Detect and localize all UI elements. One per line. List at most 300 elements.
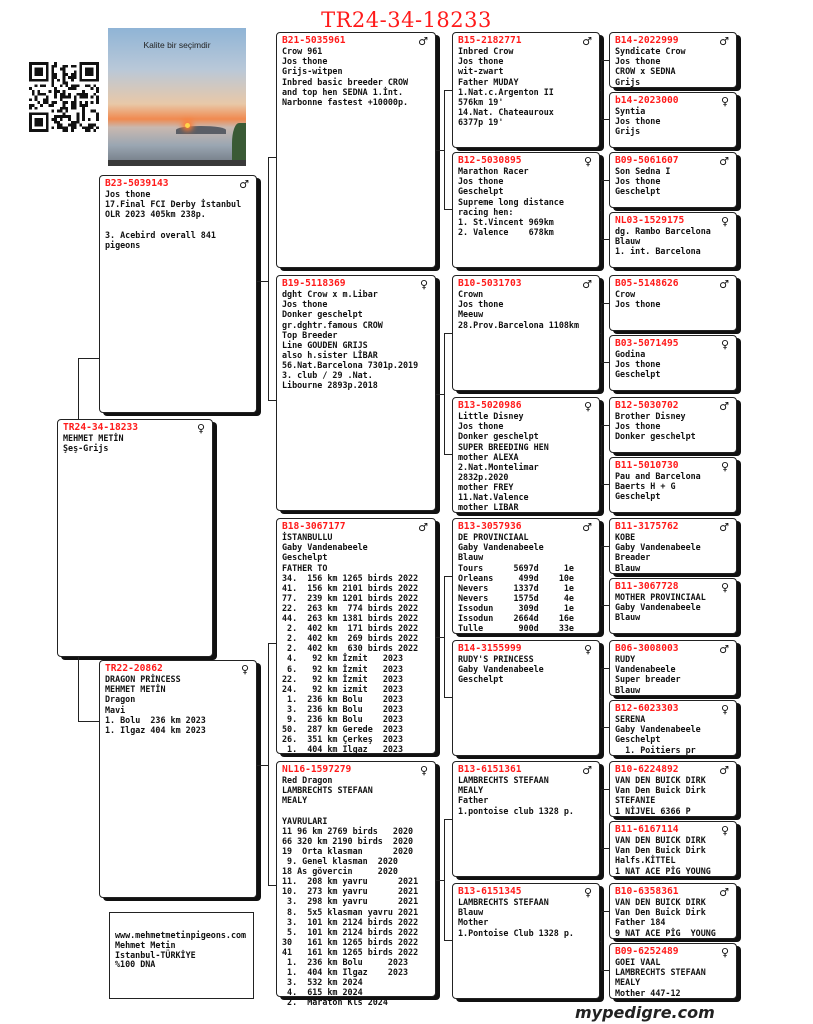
pedigree-line: 9. 236 km Bolu 2023: [282, 713, 404, 724]
female-icon: ♀: [583, 155, 592, 168]
pedigree-line: MEALY: [458, 785, 484, 796]
subject-card[interactable]: [57, 419, 213, 657]
pedigree-line: RUDY'S PRINCESS: [458, 654, 534, 665]
pedigree-line: 34. 156 km 1265 birds 2022: [282, 572, 419, 583]
female-icon: ♀: [196, 422, 205, 435]
terrace-shape: [108, 160, 246, 166]
great-great-grandparent-card[interactable]: [609, 335, 737, 391]
pedigree-line: wit-zwart: [458, 66, 504, 77]
pedigree-line: Jos thone: [458, 56, 504, 67]
pedigree-line: 44. 263 km 1381 birds 2022: [282, 613, 419, 624]
sire-card[interactable]: [99, 175, 257, 413]
female-icon: ♀: [583, 400, 592, 413]
pedigree-line: Gaby Vandenabeele: [615, 602, 701, 613]
pedigree-line: Marathon Racer: [458, 166, 529, 177]
ring-number: NL16-1597279: [282, 764, 352, 775]
great-great-grandparent-card[interactable]: [609, 640, 737, 696]
dam-card[interactable]: [99, 660, 257, 898]
pedigree-line: Mother: [458, 917, 489, 928]
ring-number: B03-5071495: [615, 338, 679, 349]
pedigree-line: Gaby Vandenabeele: [458, 542, 544, 553]
pedigree-line: 2832p.2020: [458, 471, 509, 482]
pedigree-line: Şeş-Grijs: [63, 443, 109, 454]
pedigree-line: Little Disney: [458, 411, 524, 422]
great-great-grandparent-card[interactable]: [609, 457, 737, 513]
ring-number: B09-6252489: [615, 946, 679, 957]
pedigree-line: RUDY: [615, 654, 636, 665]
pedigree-line: Blauw: [458, 907, 484, 918]
pedigree-line: 19 Orta klasman 2020: [282, 845, 414, 856]
ring-number: B13-6151361: [458, 764, 522, 775]
pedigree-line: 1. St.Vincent 969km: [458, 216, 554, 227]
pedigree-line: Father MUDAY: [458, 76, 519, 87]
pedigree-line: OLR 2023 405km 238p.: [105, 209, 206, 220]
ring-number: B10-6358361: [615, 886, 679, 897]
pedigree-line: Donker geschelpt: [615, 431, 696, 442]
ring-number: B11-3175762: [615, 521, 679, 532]
pedigree-line: Jos thone: [458, 299, 504, 310]
pedigree-line: 17.Final FCI Derby İstanbul: [105, 199, 242, 210]
breeder-name: Mehmet Metin: [115, 939, 176, 950]
connector-line: [600, 698, 601, 699]
pedigree-line: Nevers 1575d 4e: [458, 592, 574, 603]
ring-number: B19-5118369: [282, 278, 346, 289]
pedigree-line: Breader: [615, 552, 651, 563]
ring-number: NL03-1529175: [615, 215, 685, 226]
pedigree-line: Geschelpt: [615, 186, 661, 197]
pedigree-line: Crown: [458, 289, 484, 300]
pedigree-line: Geschelpt: [615, 369, 661, 380]
pedigree-line: Father 184: [615, 917, 666, 928]
pedigree-line: mother FREY: [458, 481, 514, 492]
pedigree-line: Supreme long distance: [458, 196, 564, 207]
pedigree-line: 11.Nat.Valence: [458, 492, 529, 503]
ring-number: B18-3067177: [282, 521, 346, 532]
pedigree-line: Geschelpt: [615, 734, 661, 745]
pedigree-line: dght Crow x m.Libar: [282, 289, 378, 300]
pedigree-line: Van Den Buick Dirk: [615, 845, 706, 856]
male-icon: ♂: [719, 764, 729, 777]
pedigree-line: Issodun 309d 1e: [458, 602, 574, 613]
pedigree-line: 24. 92 km izmit 2023: [282, 683, 404, 694]
connector-gen3-gen4: [601, 668, 609, 728]
female-icon: ♀: [240, 663, 249, 676]
grandparent-card[interactable]: [276, 761, 436, 1008]
pedigree-line: 1.Pontoise Club 1328 p.: [458, 927, 574, 938]
connector-gen3-gen4: [601, 425, 609, 485]
sun-shape: [185, 123, 190, 128]
pedigree-line: Tours 5697d 1e: [458, 562, 574, 573]
connector-line: [436, 150, 444, 151]
pedigree-line: LAMBRECHTS STEFAAN: [458, 897, 549, 908]
pedigree-line: 6377p 19': [458, 116, 504, 127]
connector-line: [436, 880, 444, 881]
pedigree-line: FATHER TO: [282, 562, 328, 573]
connector-line: [600, 819, 601, 820]
connector-line: [257, 765, 268, 766]
female-icon: ♀: [720, 460, 729, 473]
pedigree-line: Jos thone: [615, 176, 661, 187]
ring-number: B13-3057936: [458, 521, 522, 532]
pedigree-line: Baerts H + G: [615, 481, 676, 492]
pedigree-line: 10. 273 km yavru 2021: [282, 886, 419, 897]
ring-number: B12-6023303: [615, 703, 679, 714]
connector-gen3-gen4: [601, 60, 609, 120]
pedigree-line: 9 NAT ACE PİG YOUNG: [615, 927, 716, 938]
pedigree-line: Crow: [615, 289, 636, 300]
great-grandparent-card[interactable]: [452, 518, 600, 634]
female-icon: ♀: [720, 703, 729, 716]
male-icon: ♂: [719, 278, 729, 291]
pedigree-line: 22. 263 km 774 birds 2022: [282, 602, 419, 613]
ring-number: B15-2182771: [458, 35, 522, 46]
pedigree-line: 2. Maraton Kls 2024: [282, 997, 388, 1008]
pedigree-line: Narbonne fastest +10000p.: [282, 96, 409, 107]
pedigree-line: Super breader: [615, 674, 681, 685]
connector-line: [600, 210, 601, 211]
pedigree-line: 77. 239 km 1201 birds 2022: [282, 592, 419, 603]
pedigree-line: 3. club / 29 .Nat.: [282, 370, 373, 381]
great-great-grandparent-card[interactable]: [609, 761, 737, 817]
palm-shape: [232, 123, 246, 163]
great-grandparent-card[interactable]: [452, 640, 600, 756]
pedigree-line: STEFANIE: [615, 795, 656, 806]
pedigree-line: Jos thone: [282, 56, 328, 67]
ring-number: B11-5010730: [615, 460, 679, 471]
pedigree-line: Halfs.KİTTEL: [615, 855, 676, 866]
male-icon: ♂: [582, 521, 592, 534]
pedigree-line: VAN DEN BUICK DIRK: [615, 897, 706, 908]
pedigree-line: 3. 236 km Bolu 2023: [282, 703, 404, 714]
pedigree-line: [282, 806, 429, 816]
pedigree-line: Gaby Vandenabeele: [615, 724, 701, 735]
connector-subject-dam: [78, 656, 99, 722]
connector-dam-grandparents: [268, 643, 276, 886]
pedigree-line: Dragon: [105, 694, 136, 705]
pedigree-line: Nevers 1337d 1e: [458, 582, 574, 593]
pedigree-line: 2. 402 km 171 birds 2022: [282, 623, 419, 634]
pedigree-line: Gaby Vandenabeele: [282, 542, 368, 553]
great-grandparent-card[interactable]: [452, 883, 600, 999]
pedigree-line: mother ALEXA: [458, 451, 519, 462]
pedigree-line: Jos thone: [615, 299, 661, 310]
connector-gen2-gen3: [444, 333, 452, 455]
pedigree-line: DE PROVINCIAAL: [458, 532, 529, 543]
pedigree-line: 28.Prov.Barcelona 1108km: [458, 319, 580, 330]
great-great-grandparent-card[interactable]: [609, 275, 737, 331]
pedigree-line: Syntia: [615, 106, 646, 117]
great-great-grandparent-card[interactable]: [609, 943, 737, 999]
qr-code: [29, 61, 99, 133]
sunset-photo: [108, 28, 246, 166]
pedigree-line: 1. Bolu 236 km 2023: [105, 714, 206, 725]
ring-number: B14-2022999: [615, 35, 679, 46]
pedigree-line: 9. Genel klasman 2020: [282, 856, 398, 867]
pedigree-line: 1 NAT ACE PİG YOUNG: [615, 865, 711, 876]
pedigree-line: SERENA: [615, 714, 646, 725]
pedigree-line: [105, 220, 250, 230]
pedigree-line: 18 As gövercin 2020: [282, 866, 398, 877]
pedigree-line: 11. 208 km yavru 2021: [282, 876, 419, 887]
grandparent-card[interactable]: [276, 32, 436, 268]
female-icon: ♀: [583, 886, 592, 899]
pedigree-line: 1. Ilgaz 404 km 2023: [105, 724, 206, 735]
female-icon: ♀: [419, 278, 428, 291]
ring-number: B14-3155999: [458, 643, 522, 654]
female-icon: ♀: [720, 95, 729, 108]
pedigree-line: Donker geschelpt: [282, 309, 363, 320]
photo-caption: Kalite bir seçimdir: [143, 40, 211, 50]
pedigree-line: DRAGON PRİNCESS: [105, 674, 181, 685]
male-icon: ♂: [719, 35, 729, 48]
pedigree-line: Syndicate Crow: [615, 46, 686, 57]
ring-number: B12-5030702: [615, 400, 679, 411]
pedigree-line: Libourne 2893p.2018: [282, 380, 378, 391]
pedigree-line: 1. int. Barcelona: [615, 246, 701, 257]
pedigree-line: Geschelpt: [615, 491, 661, 502]
pedigree-line: 14.Nat. Chateauroux: [458, 106, 554, 117]
connector-line: [600, 333, 601, 334]
pedigree-line: 11 96 km 2769 birds 2020: [282, 825, 414, 836]
connector-line: [436, 394, 444, 395]
pedigree-line: Blauw: [615, 562, 641, 573]
connector-line: [600, 455, 601, 456]
female-icon: ♀: [720, 824, 729, 837]
pedigree-line: LAMBRECHTS STEFAAN: [615, 967, 706, 978]
great-great-grandparent-card[interactable]: [609, 883, 737, 939]
male-icon: ♂: [719, 521, 729, 534]
female-icon: ♀: [720, 215, 729, 228]
male-icon: ♂: [719, 400, 729, 413]
ring-number: TR22-20862: [105, 663, 163, 674]
great-grandparent-card[interactable]: [452, 397, 600, 513]
connector-gen2-gen3: [444, 576, 452, 698]
pedigree-line: 5. 101 km 2124 birds 2022: [282, 926, 419, 937]
great-grandparent-card[interactable]: [452, 152, 600, 268]
ring-number: B10-6224892: [615, 764, 679, 775]
pedigree-line: Jos thone: [615, 116, 661, 127]
connector-line: [436, 637, 444, 638]
pedigree-line: Vandenabeele: [615, 664, 676, 675]
brand-logo[interactable]: mypedigre.com: [575, 1003, 715, 1022]
pedigree-line: and top hen SEDNA 1.İnt.: [282, 86, 404, 97]
pedigree-line: 2. 402 km 630 birds 2022: [282, 643, 419, 654]
pedigree-line: LAMBRECHTS STEFAAN: [458, 775, 549, 786]
male-icon: ♂: [719, 886, 729, 899]
pedigree-line: VAN DEN BUICK DIRK: [615, 835, 706, 846]
pedigree-line: Geschelpt: [282, 552, 328, 563]
pedigree-line: Grijs: [615, 76, 641, 87]
male-icon: ♂: [582, 764, 592, 777]
ring-number: B06-3008003: [615, 643, 679, 654]
pedigree-line: also h.sister LİBAR: [282, 349, 378, 360]
pedigree-title: TR24-34-18233: [321, 8, 492, 32]
male-icon: ♂: [582, 35, 592, 48]
pedigree-line: Mavi: [105, 704, 126, 715]
pedigree-line: Jos thone: [615, 421, 661, 432]
pedigree-line: 3. 532 km 2024: [282, 977, 363, 988]
pedigree-line: 26. 351 km Çerkeş 2023: [282, 734, 404, 745]
connector-subject-sire: [78, 358, 99, 420]
great-great-grandparent-card[interactable]: [609, 152, 737, 208]
pedigree-line: 576km 19': [458, 96, 504, 107]
female-icon: ♀: [720, 946, 729, 959]
breeder-dna: %100 DNA: [115, 959, 156, 970]
pedigree-line: Son Sedna I: [615, 166, 671, 177]
connector-line: [600, 941, 601, 942]
pedigree-line: Jos thone: [615, 359, 661, 370]
great-great-grandparent-card[interactable]: [609, 821, 737, 877]
pedigree-line: Geschelpt: [458, 674, 504, 685]
pedigree-line: 41. 156 km 2101 birds 2022: [282, 582, 419, 593]
pedigree-line: Blauw: [615, 612, 641, 623]
grandparent-card[interactable]: [276, 275, 436, 511]
pedigree-line: Jos thone: [105, 189, 151, 200]
pedigree-line: MEALY: [615, 977, 641, 988]
pedigree-line: Van Den Buick Dirk: [615, 785, 706, 796]
pedigree-line: SUPER BREEDING HEN: [458, 441, 549, 452]
great-great-grandparent-card[interactable]: [609, 578, 737, 634]
pedigree-line: 56.Nat.Barcelona 7301p.2019: [282, 359, 419, 370]
breeder-info: [109, 912, 254, 999]
connector-line: [257, 281, 268, 282]
female-icon: ♀: [419, 764, 428, 777]
pedigree-line: 2. Valence 678km: [458, 226, 554, 237]
pedigree-line: 2.Nat.Montelimar: [458, 461, 539, 472]
pedigree-line: dg. Rambo Barcelona: [615, 226, 711, 237]
pedigree-line: GOEI VAAL: [615, 957, 661, 968]
pedigree-line: Grijs: [615, 126, 641, 137]
pedigree-line: CROW x SEDNA: [615, 66, 676, 77]
pedigree-line: Brother Disney: [615, 411, 686, 422]
pedigree-line: VAN DEN BUICK DIRK: [615, 775, 706, 786]
pedigree-line: 4. 92 km İzmit 2023: [282, 653, 404, 664]
pedigree-line: Godina: [615, 349, 646, 360]
pedigree-line: Gaby Vandenabeele: [615, 542, 701, 553]
pedigree-line: Grijs-witpen: [282, 66, 343, 77]
great-great-grandparent-card[interactable]: [609, 397, 737, 453]
connector-gen2-gen3: [444, 819, 452, 941]
pedigree-line: mother LIBAR: [458, 502, 519, 513]
pedigree-line: 3. 101 km 2124 birds 2022: [282, 916, 419, 927]
male-icon: ♂: [418, 35, 428, 48]
pedigree-line: pigeons: [105, 239, 141, 250]
ring-number: B12-5030895: [458, 155, 522, 166]
great-grandparent-card[interactable]: [452, 32, 600, 148]
pedigree-line: 1. 236 km Bolu 2023: [282, 693, 404, 704]
island-shape: [176, 126, 226, 134]
pedigree-line: Issodun 2664d 16e: [458, 613, 574, 624]
great-great-grandparent-card[interactable]: [609, 212, 737, 268]
great-grandparent-card[interactable]: [452, 275, 600, 391]
ring-number: B23-5039143: [105, 178, 169, 189]
ring-number: B13-6151345: [458, 886, 522, 897]
pedigree-line: Crow 961: [282, 46, 323, 57]
pedigree-line: 1. Poitiers pr: [615, 744, 696, 755]
pedigree-line: Jos thone: [282, 299, 328, 310]
ring-number: B13-5020986: [458, 400, 522, 411]
ring-number: B10-5031703: [458, 278, 522, 289]
connector-line: [600, 90, 601, 91]
ring-number: B05-5148626: [615, 278, 679, 289]
pedigree-line: 1 NİJVEL 6366 P: [615, 805, 691, 816]
pedigree-line: LAMBRECHTS STEFAAN: [282, 785, 373, 796]
grandparent-card[interactable]: [276, 518, 436, 754]
pedigree-line: Orleans 499d 10e: [458, 572, 574, 583]
ring-number: B11-3067728: [615, 581, 679, 592]
connector-gen3-gen4: [601, 180, 609, 240]
male-icon: ♂: [719, 155, 729, 168]
pedigree-line: Blauw: [615, 684, 641, 695]
pedigree-line: Meeuw: [458, 309, 484, 320]
great-great-grandparent-card[interactable]: [609, 92, 737, 148]
pedigree-line: 3. 298 km yavru 2021: [282, 896, 419, 907]
male-icon: ♂: [582, 278, 592, 291]
pedigree-line: Inbred Crow: [458, 46, 514, 57]
pedigree-line: 1.pontoise club 1328 p.: [458, 805, 574, 816]
connector-line: [600, 576, 601, 577]
pedigree-line: MEALY: [282, 795, 308, 806]
pedigree-line: Pau and Barcelona: [615, 471, 701, 482]
breeder-website[interactable]: www.mehmetmetinpigeons.com: [115, 930, 247, 940]
pedigree-line: Geschelpt: [458, 186, 504, 197]
pedigree-line: Jos thone: [458, 176, 504, 187]
pedigree-line: gr.dghtr.famous CROW: [282, 319, 383, 330]
pedigree-line: racing hen:: [458, 206, 514, 217]
pedigree-line: Jos thone: [458, 421, 504, 432]
ring-number: B11-6167114: [615, 824, 679, 835]
pedigree-line: KOBE: [615, 532, 636, 543]
pedigree-line: 1. 236 km Bolu 2023: [282, 956, 409, 967]
male-icon: ♂: [239, 178, 249, 191]
pedigree-line: Father: [458, 795, 489, 806]
ring-number: B09-5061607: [615, 155, 679, 166]
great-great-grandparent-card[interactable]: [609, 700, 737, 756]
pedigree-line: 2. 402 km 269 birds 2022: [282, 633, 419, 644]
connector-sire-grandparents: [268, 157, 276, 401]
great-great-grandparent-card[interactable]: [609, 518, 737, 574]
pedigree-line: Gaby Vandenabeele: [458, 664, 544, 675]
connector-gen3-gen4: [601, 911, 609, 971]
female-icon: ♀: [720, 338, 729, 351]
great-grandparent-card[interactable]: [452, 761, 600, 877]
ring-number: TR24-34-18233: [63, 422, 139, 433]
pedigree-line: 6. 92 km İzmit 2023: [282, 663, 404, 674]
pedigree-line: Top Breeder: [282, 329, 338, 340]
male-icon: ♂: [418, 521, 428, 534]
pedigree-line: YAVRULARI: [282, 815, 328, 826]
pedigree-line: MEHMET METİN: [63, 433, 124, 444]
ring-number: b14-2023000: [615, 95, 679, 106]
connector-gen3-gen4: [601, 789, 609, 849]
pedigree-line: Van Den Buick Dirk: [615, 907, 706, 918]
pedigree-line: 41 161 km 1265 birds 2022: [282, 946, 419, 957]
female-icon: ♀: [720, 581, 729, 594]
pedigree-line: Jos thone: [615, 56, 661, 67]
pedigree-line: Blauw: [458, 552, 484, 563]
pedigree-line: Mother 447-12: [615, 987, 681, 998]
pedigree-line: 30 161 km 1265 birds 2022: [282, 936, 419, 947]
connector-gen3-gen4: [601, 303, 609, 363]
pedigree-line: 50. 287 km Gerede 2023: [282, 724, 404, 735]
connector-gen2-gen3: [444, 90, 452, 210]
pedigree-line: MEHMET METİN: [105, 684, 166, 695]
pedigree-line: Blauw: [615, 236, 641, 247]
great-great-grandparent-card[interactable]: [609, 32, 737, 88]
pedigree-line: Line GOUDEN GRIJS: [282, 339, 368, 350]
pedigree-line: 1. 404 km Ilgaz 2023: [282, 744, 404, 755]
male-icon: ♂: [719, 643, 729, 656]
